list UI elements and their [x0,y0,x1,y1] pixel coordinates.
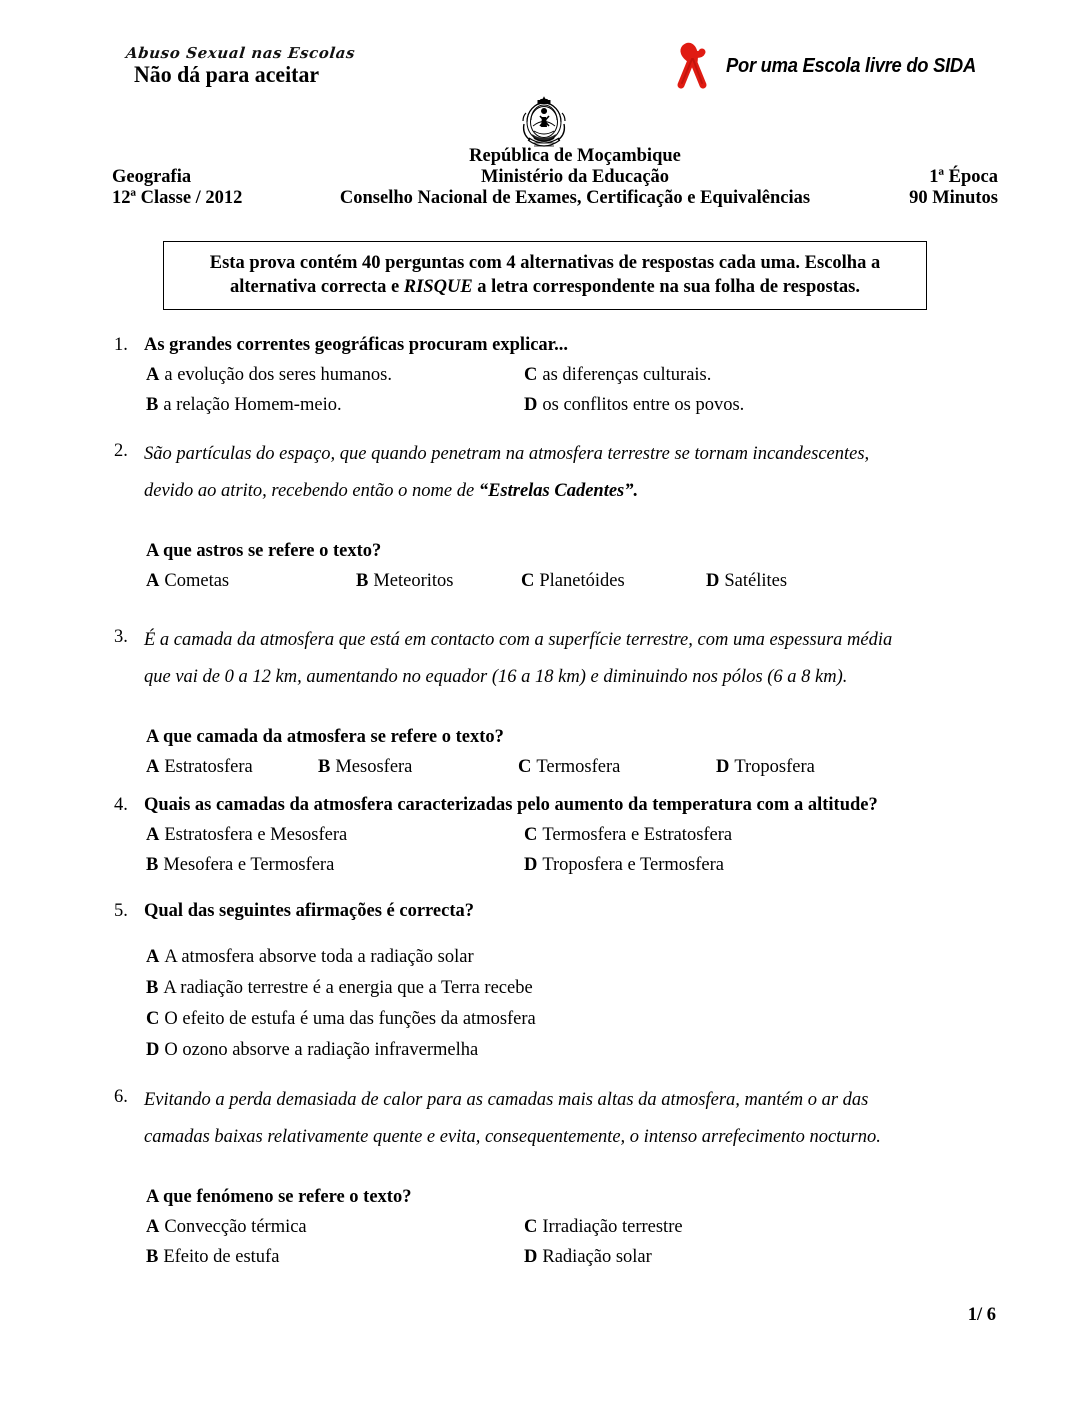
question-1 [112,330,992,420]
header-republic: República de Moçambique [469,146,681,166]
campaign-banner-left-line2: Não dá para aceitar [134,62,320,87]
questions-list [112,330,992,1272]
question-2-number: 2. [114,441,128,461]
option-text: O efeito de estufa é uma das funções da atmosfera [164,1009,536,1029]
header-epoca: 1ª Época [929,167,998,187]
option-letter: B [318,757,331,777]
option-5-d[interactable] [146,1035,478,1066]
option-text: Estratosfera e Mesosfera [164,825,348,845]
question-5-stem: Qual das seguintes afirmações é correcta? [144,901,475,921]
option-letter: D [706,571,720,591]
exam-header [112,146,998,209]
question-2-stem-line2-pre: devido ao atrito, recebendo então o nome de [144,481,479,501]
option-2-c[interactable] [521,566,706,596]
mozambique-coat-of-arms-icon [518,94,570,152]
question-4-options [144,820,992,880]
header-council: Conselho Nacional de Exames, Certificação e Equivalências [339,188,811,208]
page-number: 1/ 6 [967,1305,996,1325]
option-text: A atmosfera absorve toda a radiação solar [164,947,474,967]
option-text: Satélites [724,571,788,591]
option-letter: C [524,365,538,385]
instruction-text-part2: a letra correspondente na sua folha de respostas. [472,277,860,297]
option-letter: B [356,571,369,591]
question-1-stem: As grandes correntes geográficas procuram explicar... [144,335,569,355]
question-6-stem-line1: Evitando a perda demasiada de calor para as camadas mais altas da atmosfera, mantém o ar das [144,1090,869,1110]
emblem-container [0,94,1088,152]
option-letter: B [146,395,159,415]
option-letter: B [146,855,159,875]
option-6-d[interactable] [524,1242,652,1272]
aids-banner-slogan: Por uma Escola livre do SIDA [726,54,977,77]
option-letter: D [524,855,538,875]
question-2-stem-quote: “Estrelas Cadentes”. [478,481,639,501]
option-text: Troposfera e Termosfera [542,855,724,875]
header-class-year: 12ª Classe / 2012 [112,188,243,208]
option-3-d[interactable] [716,752,815,782]
question-3-number: 3. [114,627,128,647]
option-2-d[interactable] [706,566,787,596]
instruction-emphasis: RISQUE [403,277,473,297]
option-letter: A [146,757,160,777]
option-5-c[interactable] [146,1004,536,1035]
question-3-stem-line2: que vai de 0 a 12 km, aumentando no equador (16 a 18 km) e diminuindo nos pólos (6 a 8 km). [144,667,848,687]
question-2-stem-line2 [144,473,992,510]
option-text: Mesosfera [335,757,413,777]
question-6-stem-line2: camadas baixas relativamente quente e evita, consequentemente, o intenso arrefecimento nocturno. [144,1127,881,1147]
option-5-b[interactable] [146,973,533,1004]
header-duration: 90 Minutos [909,188,998,208]
question-2-options [144,566,992,596]
campaign-banner-right [668,40,998,92]
option-letter: D [146,1040,160,1060]
option-text: os conflitos entre os povos. [542,395,745,415]
question-3-options [144,752,992,782]
question-3-sub-question: A que camada da atmosfera se refere o texto? [146,727,504,747]
option-1-d[interactable] [524,390,744,420]
option-letter: C [524,825,538,845]
question-4 [112,790,992,880]
option-1-a[interactable] [146,360,524,390]
option-6-b[interactable] [146,1242,524,1272]
option-letter: A [146,947,160,967]
question-4-number: 4. [114,795,128,815]
option-2-a[interactable] [146,566,356,596]
option-2-b[interactable] [356,566,521,596]
header-subject: Geografia [112,167,192,187]
option-4-d[interactable] [524,850,724,880]
question-1-number: 1. [114,335,128,355]
option-5-a[interactable] [146,942,474,973]
option-letter: A [146,1217,160,1237]
option-4-b[interactable] [146,850,524,880]
option-letter: A [146,825,160,845]
option-3-c[interactable] [518,752,716,782]
instruction-box [163,241,927,310]
aids-ribbon-icon [668,40,720,92]
instruction-text-part1: Esta prova contém 40 perguntas com 4 alternativas de respostas cada uma. Escolha a alternativa correcta e [209,253,881,297]
question-5-number: 5. [114,901,128,921]
option-1-c[interactable] [524,360,711,390]
question-5 [112,896,992,1066]
option-text: Radiação solar [542,1247,652,1267]
option-3-b[interactable] [318,752,518,782]
option-4-a[interactable] [146,820,524,850]
campaign-banner-left-line1: Abuso Sexual nas Escolas [125,44,357,62]
option-text: Meteoritos [373,571,454,591]
option-text: O ozono absorve a radiação infravermelha [164,1040,479,1060]
question-1-options [144,360,992,420]
option-text: Irradiação terrestre [542,1217,683,1237]
question-2-stem-line1: São partículas do espaço, que quando penetram na atmosfera terrestre se tornam incandescentes, [144,444,870,464]
option-letter: C [521,571,535,591]
option-letter: C [146,1009,160,1029]
option-letter: D [524,1247,538,1267]
option-letter: C [518,757,532,777]
option-letter: D [716,757,730,777]
campaign-banner-left [118,44,458,88]
option-text: Mesofera e Termosfera [163,855,335,875]
option-text: Cometas [164,571,230,591]
option-letter: D [524,395,538,415]
question-6 [112,1082,992,1272]
option-text: a relação Homem-meio. [163,395,342,415]
option-text: a evolução dos seres humanos. [164,365,392,385]
question-4-stem: Quais as camadas da atmosfera caracterizadas pelo aumento da temperatura com a altitude? [144,795,878,815]
option-text: Planetóides [539,571,625,591]
question-2 [112,436,992,596]
option-letter: B [146,1247,159,1267]
option-1-b[interactable] [146,390,524,420]
option-4-c[interactable] [524,820,732,850]
question-6-sub-question: A que fenómeno se refere o texto? [146,1187,412,1207]
option-6-a[interactable] [146,1212,524,1242]
question-6-options [144,1212,992,1272]
option-6-c[interactable] [524,1212,683,1242]
option-text: Efeito de estufa [163,1247,280,1267]
question-5-options [144,942,992,1066]
option-text: Troposfera [734,757,815,777]
option-letter: A [146,571,160,591]
option-text: Termosfera [536,757,621,777]
option-text: A radiação terrestre é a energia que a Terra recebe [163,978,533,998]
option-text: Estratosfera [164,757,253,777]
header-ministry: Ministério da Educação [480,167,670,187]
option-letter: A [146,365,160,385]
option-text: as diferenças culturais. [542,365,712,385]
question-3 [112,622,992,782]
question-3-stem-line1: É a camada da atmosfera que está em contacto com a superfície terrestre, com uma espessura média [144,630,893,650]
question-2-sub-question: A que astros se refere o texto? [146,541,382,561]
option-3-a[interactable] [146,752,318,782]
option-letter: B [146,978,159,998]
option-text: Convecção térmica [164,1217,307,1237]
option-letter: C [524,1217,538,1237]
question-6-number: 6. [114,1087,128,1107]
option-text: Termosfera e Estratosfera [542,825,733,845]
